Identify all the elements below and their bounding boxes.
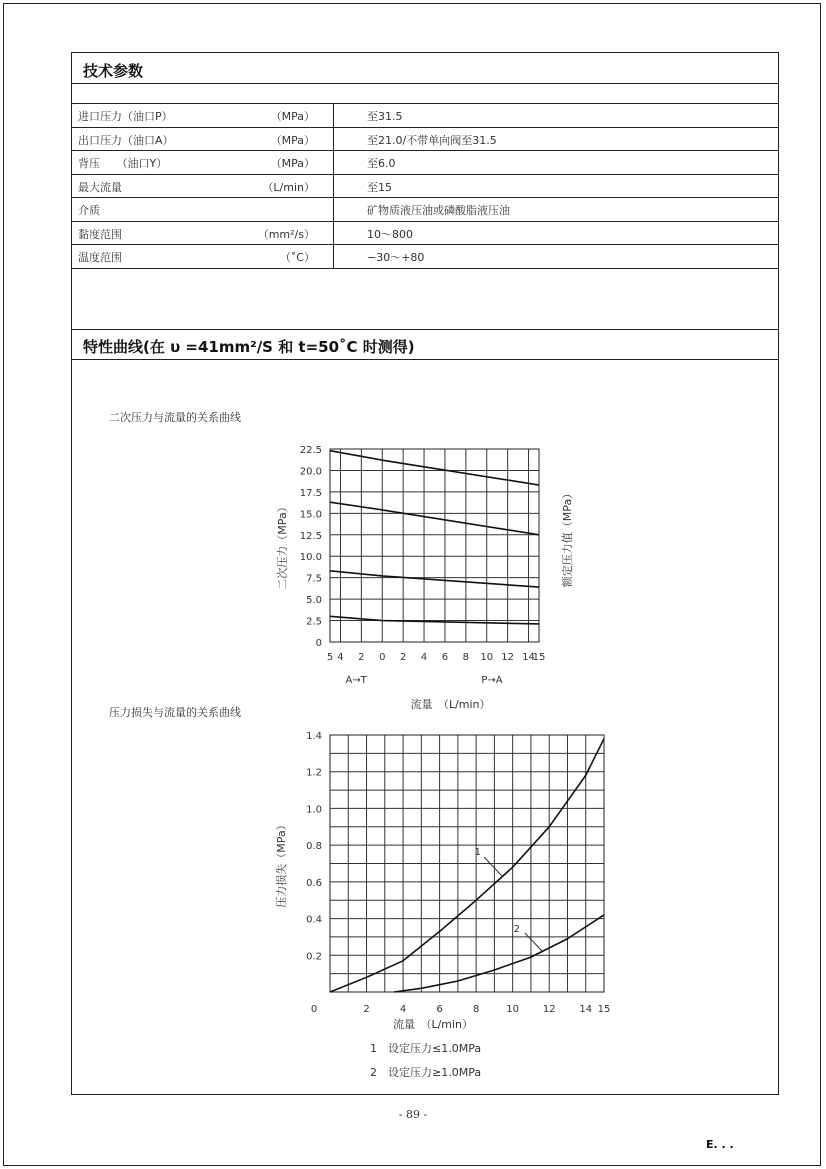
chart1-title: 二次压力与流量的关系曲线 xyxy=(109,411,241,424)
param-unit: （MPa） xyxy=(270,157,315,170)
y-tick-label: 0.8 xyxy=(306,841,322,853)
row-divider xyxy=(72,221,778,222)
x-tick-label: 4 xyxy=(399,1004,407,1015)
row-divider xyxy=(72,127,778,128)
y-tick-label: 0.4 xyxy=(306,914,322,926)
x-tick-label: 14 xyxy=(522,652,535,663)
param-name: 介质 xyxy=(78,204,100,217)
y-axis-label: 二次压力（MPa） xyxy=(276,501,289,590)
y-tick-label: 17.5 xyxy=(299,487,322,499)
y-tick-label: 7.5 xyxy=(306,573,322,585)
x-tick-label: 12 xyxy=(542,1004,556,1015)
divider xyxy=(72,359,778,360)
x-tick-label: 4 xyxy=(420,652,428,663)
x-tick-label: 6 xyxy=(436,1004,443,1015)
x-axis-label: 流量 （L/min） xyxy=(392,1018,474,1031)
curve-note: 1 设定压力≤1.0MPa xyxy=(370,1042,482,1055)
x-tick-label: 12 xyxy=(501,652,515,663)
y-tick-label: 1.0 xyxy=(306,804,322,816)
y-tick-label: 1.2 xyxy=(306,767,322,779)
x-tick-label: 6 xyxy=(441,652,449,663)
tech-params-title: 技术参数 xyxy=(83,62,144,80)
x-tick-label: 10 xyxy=(506,1004,520,1015)
y-tick-label: 2.5 xyxy=(306,616,322,628)
x-tick-label: 15 xyxy=(532,652,546,663)
row-divider xyxy=(72,174,778,175)
y-tick-label: 12.5 xyxy=(299,530,322,542)
param-unit: （L/min） xyxy=(262,180,315,194)
curve-note: 2 设定压力≥1.0MPa xyxy=(370,1066,482,1079)
y-tick-label: 15.0 xyxy=(299,509,322,521)
y-tick-label: 0.6 xyxy=(306,877,322,889)
param-name: 背压 （油口Y） xyxy=(78,157,168,170)
row-divider xyxy=(72,244,778,245)
x-tick-label: 2 xyxy=(358,652,365,663)
series-label: 2 xyxy=(513,924,520,935)
spec-sheet xyxy=(71,52,779,1095)
param-value: 至6.0 xyxy=(367,157,396,170)
x-tick-label: 2 xyxy=(399,652,407,663)
y-tick-label: 22.5 xyxy=(299,445,322,456)
y-tick-label: 0 xyxy=(315,638,322,649)
row-divider xyxy=(72,268,778,269)
series-label: 1 xyxy=(474,847,481,858)
corner-mark: E. . . xyxy=(706,1138,734,1151)
x-tick-label: 4 xyxy=(337,652,344,663)
x-tick-label: 10 xyxy=(480,652,494,663)
y-tick-label: 20.0 xyxy=(299,466,322,478)
param-unit: （MPa） xyxy=(270,110,315,123)
origin-label: 0 xyxy=(310,1004,318,1015)
param-name: 最大流量 xyxy=(78,180,122,194)
x-tick-label: 2 xyxy=(363,1004,370,1015)
param-unit: （MPa） xyxy=(270,133,315,147)
param-value: 10～800 xyxy=(367,227,413,241)
param-unit: （mm²/s） xyxy=(257,227,315,241)
divider xyxy=(72,329,778,330)
x-tick-label: 0 xyxy=(379,652,386,663)
divider xyxy=(72,103,778,104)
row-divider xyxy=(72,197,778,198)
page-number: - 89 - xyxy=(398,1108,428,1121)
x-tick-label: 8 xyxy=(472,1004,480,1015)
param-unit: （˚C） xyxy=(279,251,315,264)
y-axis-label: 压力损失（MPa） xyxy=(275,819,288,908)
param-name: 黏度范围 xyxy=(78,227,122,241)
y-axis-label-right: 额定压力值（MPa） xyxy=(561,487,574,588)
divider xyxy=(72,83,778,84)
chart2-title: 压力损失与流量的关系曲线 xyxy=(109,706,241,719)
param-name: 进口压力（油口P） xyxy=(78,110,173,123)
x-tick-label: 14 xyxy=(579,1004,593,1015)
x-side-label: P→A xyxy=(481,675,503,686)
param-value: 矿物质液压油或磷酸脂液压油 xyxy=(367,204,510,217)
y-tick-label: 10.0 xyxy=(299,552,322,564)
x-tick-label: 5 xyxy=(326,652,334,663)
x-axis-label: 流量 （L/min） xyxy=(410,698,491,711)
x-tick-label: 8 xyxy=(462,652,470,663)
row-divider xyxy=(72,150,778,151)
column-divider xyxy=(333,103,334,268)
param-name: 出口压力（油口A） xyxy=(78,133,174,147)
param-value: 至21.0/不带单向阀至31.5 xyxy=(367,133,497,147)
param-value: −30～+80 xyxy=(367,251,425,264)
param-name: 温度范围 xyxy=(78,251,122,264)
curves-title: 特性曲线(在 υ =41mm²/S 和 t=50˚C 时测得) xyxy=(83,338,415,356)
x-tick-label: 15 xyxy=(597,1004,611,1015)
param-value: 至31.5 xyxy=(367,110,403,123)
y-tick-label: 1.4 xyxy=(306,731,322,742)
param-value: 至15 xyxy=(367,180,392,194)
x-side-label: A→T xyxy=(345,675,367,686)
y-tick-label: 0.2 xyxy=(306,951,322,963)
y-tick-label: 5.0 xyxy=(306,595,322,607)
